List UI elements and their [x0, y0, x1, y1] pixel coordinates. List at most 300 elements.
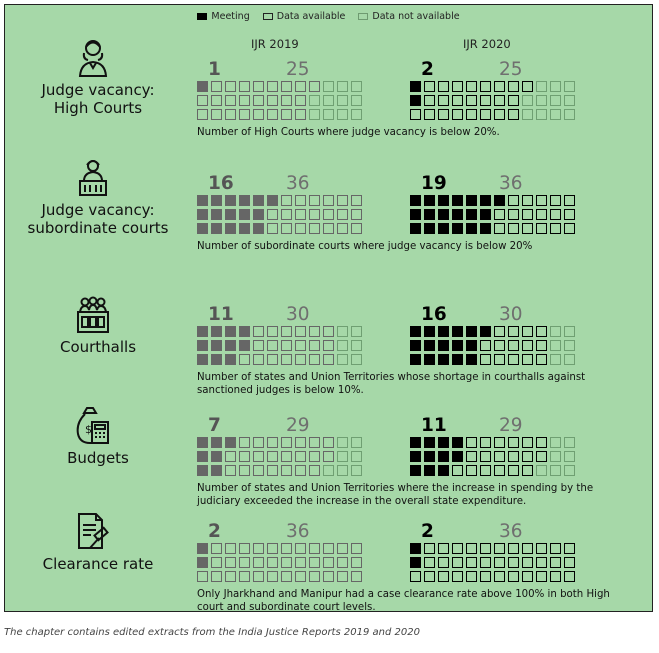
- ijr2020-waffle-grid: [410, 326, 575, 365]
- waffle-cell-available: [424, 81, 435, 92]
- waffle-cell-available: [239, 81, 250, 92]
- waffle-cell-available: [253, 543, 264, 554]
- indicator-label-line: Judge vacancy:: [41, 201, 155, 219]
- waffle-cell-available: [522, 195, 533, 206]
- waffle-cell-meeting: [211, 209, 222, 220]
- waffle-cell-available: [564, 223, 575, 234]
- waffle-cell-available: [295, 195, 306, 206]
- waffle-cell-meeting: [239, 340, 250, 351]
- waffle-cell-available: [295, 340, 306, 351]
- waffle-cell-available: [480, 543, 491, 554]
- waffle-cell-not-available: [337, 465, 348, 476]
- waffle-cell-meeting: [225, 340, 236, 351]
- waffle-cell-meeting: [438, 451, 449, 462]
- waffle-cell-available: [508, 326, 519, 337]
- waffle-cell-not-available: [550, 451, 561, 462]
- waffle-cell-available: [508, 465, 519, 476]
- waffle-cell-available: [253, 95, 264, 106]
- waffle-cell-meeting: [410, 223, 421, 234]
- waffle-cell-available: [295, 557, 306, 568]
- waffle-cell-meeting: [452, 437, 463, 448]
- waffle-cell-available: [424, 95, 435, 106]
- waffle-cell-meeting: [211, 437, 222, 448]
- waffle-cell-not-available: [550, 109, 561, 120]
- waffle-cell-available: [438, 557, 449, 568]
- waffle-cell-meeting: [438, 465, 449, 476]
- waffle-cell-available: [281, 340, 292, 351]
- waffle-cell-available: [494, 465, 505, 476]
- waffle-cell-available: [197, 109, 208, 120]
- waffle-cell-available: [295, 326, 306, 337]
- waffle-cell-available: [281, 571, 292, 582]
- svg-text:$: $: [85, 423, 92, 436]
- ijr2019-waffle-grid: [197, 437, 362, 476]
- waffle-cell-available: [351, 543, 362, 554]
- waffle-cell-available: [550, 209, 561, 220]
- waffle-cell-meeting: [197, 223, 208, 234]
- waffle-cell-meeting: [211, 223, 222, 234]
- waffle-cell-available: [480, 354, 491, 365]
- indicator-description: Number of states and Union Territories where the increase in spending by the judiciary exceeded the increase in the overall state expenditure.: [197, 483, 594, 507]
- waffle-cell-available: [508, 195, 519, 206]
- ijr2020-available-count: 25: [499, 59, 523, 80]
- waffle-cell-meeting: [410, 543, 421, 554]
- ijr2019-meeting-count: 2: [208, 521, 221, 542]
- waffle-cell-available: [281, 354, 292, 365]
- waffle-cell-available: [351, 557, 362, 568]
- ijr2019-available-count: 30: [286, 304, 310, 325]
- waffle-cell-not-available: [351, 81, 362, 92]
- waffle-cell-meeting: [410, 340, 421, 351]
- waffle-cell-not-available: [536, 81, 547, 92]
- waffle-cell-meeting: [211, 451, 222, 462]
- waffle-cell-available: [494, 81, 505, 92]
- waffle-cell-meeting: [225, 354, 236, 365]
- legend-meeting-label: Meeting: [211, 11, 250, 22]
- waffle-cell-available: [267, 465, 278, 476]
- waffle-cell-available: [550, 543, 561, 554]
- waffle-cell-available: [267, 81, 278, 92]
- waffle-cell-available: [536, 354, 547, 365]
- waffle-cell-meeting: [225, 195, 236, 206]
- waffle-cell-available: [225, 451, 236, 462]
- waffle-cell-available: [323, 326, 334, 337]
- waffle-cell-available: [410, 571, 421, 582]
- waffle-cell-available: [295, 571, 306, 582]
- waffle-cell-not-available: [536, 95, 547, 106]
- waffle-cell-meeting: [424, 451, 435, 462]
- waffle-cell-available: [466, 465, 477, 476]
- waffle-cell-available: [253, 354, 264, 365]
- ijr2020-meeting-count: 11: [421, 415, 447, 436]
- waffle-cell-available: [253, 340, 264, 351]
- waffle-cell-available: [309, 451, 320, 462]
- waffle-cell-available: [494, 354, 505, 365]
- ijr2019-meeting-count: 7: [208, 415, 221, 436]
- waffle-cell-meeting: [410, 81, 421, 92]
- indicator-label-line: High Courts: [53, 99, 143, 117]
- waffle-cell-available: [452, 95, 463, 106]
- waffle-cell-meeting: [225, 437, 236, 448]
- waffle-cell-not-available: [337, 95, 348, 106]
- waffle-cell-available: [295, 223, 306, 234]
- waffle-cell-available: [480, 557, 491, 568]
- waffle-cell-available: [494, 109, 505, 120]
- ijr2019-available-count: 36: [286, 521, 310, 542]
- waffle-cell-available: [239, 354, 250, 365]
- waffle-cell-available: [281, 95, 292, 106]
- waffle-cell-available: [323, 195, 334, 206]
- waffle-cell-available: [508, 81, 519, 92]
- waffle-cell-available: [239, 543, 250, 554]
- waffle-cell-available: [508, 571, 519, 582]
- ijr2019-available-count: 36: [286, 173, 310, 194]
- waffle-cell-available: [466, 571, 477, 582]
- waffle-cell-available: [536, 543, 547, 554]
- waffle-cell-available: [309, 571, 320, 582]
- legend-available: [263, 11, 346, 22]
- waffle-cell-available: [323, 557, 334, 568]
- waffle-cell-available: [480, 571, 491, 582]
- waffle-cell-not-available: [323, 465, 334, 476]
- courthall-icon: [75, 294, 111, 334]
- waffle-cell-available: [536, 195, 547, 206]
- waffle-cell-available: [211, 109, 222, 120]
- waffle-cell-meeting: [494, 195, 505, 206]
- waffle-cell-available: [309, 465, 320, 476]
- waffle-cell-available: [197, 571, 208, 582]
- waffle-cell-available: [323, 571, 334, 582]
- waffle-cell-available: [295, 209, 306, 220]
- waffle-cell-meeting: [211, 354, 222, 365]
- waffle-cell-meeting: [197, 340, 208, 351]
- waffle-cell-not-available: [564, 437, 575, 448]
- waffle-cell-available: [337, 571, 348, 582]
- indicator-label-line: Judge vacancy:: [41, 81, 155, 99]
- waffle-cell-available: [536, 437, 547, 448]
- waffle-cell-meeting: [197, 437, 208, 448]
- waffle-cell-available: [267, 223, 278, 234]
- waffle-cell-available: [438, 95, 449, 106]
- waffle-cell-not-available: [522, 109, 533, 120]
- waffle-cell-available: [424, 557, 435, 568]
- waffle-cell-available: [438, 543, 449, 554]
- waffle-cell-available: [281, 557, 292, 568]
- ijr2019-meeting-count: 16: [208, 173, 234, 194]
- indicator-description: Only Jharkhand and Manipur had a case clearance rate above 100% in both High court and subordinate court levels.: [197, 589, 610, 613]
- waffle-cell-meeting: [438, 354, 449, 365]
- waffle-cell-meeting: [466, 354, 477, 365]
- ijr2019-meeting-count: 11: [208, 304, 234, 325]
- waffle-cell-available: [522, 81, 533, 92]
- waffle-cell-meeting: [197, 465, 208, 476]
- waffle-cell-available: [536, 571, 547, 582]
- waffle-cell-available: [337, 223, 348, 234]
- waffle-cell-available: [466, 557, 477, 568]
- waffle-cell-not-available: [337, 81, 348, 92]
- waffle-cell-not-available: [564, 81, 575, 92]
- waffle-cell-available: [323, 209, 334, 220]
- waffle-cell-available: [309, 354, 320, 365]
- waffle-cell-available: [295, 465, 306, 476]
- ijr2019-available-count: 25: [286, 59, 310, 80]
- waffle-cell-available: [452, 465, 463, 476]
- waffle-cell-meeting: [410, 326, 421, 337]
- waffle-cell-available: [522, 340, 533, 351]
- ijr2020-meeting-count: 19: [421, 173, 447, 194]
- waffle-cell-available: [309, 557, 320, 568]
- waffle-cell-available: [267, 437, 278, 448]
- waffle-cell-meeting: [466, 209, 477, 220]
- waffle-cell-meeting: [452, 340, 463, 351]
- waffle-cell-available: [480, 95, 491, 106]
- waffle-cell-available: [550, 557, 561, 568]
- waffle-cell-meeting: [253, 209, 264, 220]
- ijr2020-available-count: 29: [499, 415, 523, 436]
- waffle-cell-available: [323, 543, 334, 554]
- judge-woman-icon: [75, 37, 111, 77]
- waffle-cell-available: [211, 543, 222, 554]
- waffle-cell-available: [281, 326, 292, 337]
- waffle-cell-available: [337, 195, 348, 206]
- waffle-cell-not-available: [337, 340, 348, 351]
- legend: [5, 11, 652, 23]
- waffle-cell-meeting: [239, 326, 250, 337]
- waffle-cell-meeting: [211, 326, 222, 337]
- ijr2020-meeting-count: 2: [421, 59, 434, 80]
- waffle-cell-meeting: [410, 95, 421, 106]
- ijr2019-available-count: 29: [286, 415, 310, 436]
- legend-meeting: [197, 11, 249, 22]
- waffle-cell-available: [309, 437, 320, 448]
- waffle-cell-meeting: [424, 465, 435, 476]
- waffle-cell-available: [211, 571, 222, 582]
- waffle-cell-available: [267, 95, 278, 106]
- waffle-cell-meeting: [466, 195, 477, 206]
- waffle-cell-available: [536, 340, 547, 351]
- waffle-cell-available: [281, 109, 292, 120]
- waffle-cell-meeting: [424, 354, 435, 365]
- waffle-cell-available: [351, 223, 362, 234]
- waffle-cell-not-available: [550, 340, 561, 351]
- waffle-cell-meeting: [267, 195, 278, 206]
- waffle-cell-meeting: [239, 223, 250, 234]
- waffle-cell-available: [494, 340, 505, 351]
- waffle-cell-meeting: [480, 209, 491, 220]
- waffle-cell-available: [267, 543, 278, 554]
- waffle-cell-available: [309, 223, 320, 234]
- waffle-cell-meeting: [466, 223, 477, 234]
- waffle-cell-meeting: [197, 557, 208, 568]
- waffle-cell-available: [295, 543, 306, 554]
- waffle-cell-available: [564, 543, 575, 554]
- waffle-cell-available: [536, 451, 547, 462]
- waffle-cell-available: [522, 209, 533, 220]
- waffle-cell-available: [480, 437, 491, 448]
- waffle-cell-not-available: [351, 95, 362, 106]
- waffle-cell-available: [253, 557, 264, 568]
- waffle-cell-available: [211, 95, 222, 106]
- waffle-cell-available: [522, 354, 533, 365]
- waffle-cell-meeting: [197, 543, 208, 554]
- waffle-cell-not-available: [323, 81, 334, 92]
- waffle-cell-available: [522, 465, 533, 476]
- waffle-cell-meeting: [410, 557, 421, 568]
- waffle-cell-available: [466, 437, 477, 448]
- indicator-label-line: Courthalls: [59, 338, 137, 356]
- waffle-cell-meeting: [452, 223, 463, 234]
- waffle-cell-available: [564, 195, 575, 206]
- waffle-cell-available: [225, 571, 236, 582]
- waffle-cell-available: [225, 465, 236, 476]
- waffle-cell-meeting: [424, 437, 435, 448]
- waffle-cell-available: [295, 95, 306, 106]
- legend-meeting-swatch: [197, 13, 207, 20]
- legend-available-swatch: [263, 13, 273, 20]
- waffle-cell-available: [267, 451, 278, 462]
- waffle-cell-available: [410, 109, 421, 120]
- waffle-cell-available: [522, 451, 533, 462]
- waffle-cell-meeting: [197, 209, 208, 220]
- waffle-cell-not-available: [550, 81, 561, 92]
- waffle-cell-available: [452, 109, 463, 120]
- waffle-cell-not-available: [323, 109, 334, 120]
- waffle-cell-meeting: [211, 195, 222, 206]
- waffle-cell-meeting: [197, 81, 208, 92]
- waffle-cell-available: [281, 543, 292, 554]
- waffle-cell-meeting: [197, 354, 208, 365]
- waffle-cell-available: [253, 109, 264, 120]
- waffle-cell-available: [281, 209, 292, 220]
- waffle-cell-meeting: [480, 326, 491, 337]
- waffle-cell-available: [494, 557, 505, 568]
- waffle-cell-meeting: [225, 209, 236, 220]
- waffle-cell-not-available: [564, 465, 575, 476]
- waffle-cell-meeting: [225, 223, 236, 234]
- waffle-cell-available: [550, 195, 561, 206]
- waffle-cell-available: [239, 465, 250, 476]
- indicator-label: [5, 338, 191, 356]
- waffle-cell-available: [253, 326, 264, 337]
- indicator-label-line: subordinate courts: [27, 219, 169, 237]
- waffle-cell-available: [480, 81, 491, 92]
- waffle-cell-meeting: [424, 209, 435, 220]
- waffle-cell-available: [536, 557, 547, 568]
- waffle-cell-not-available: [564, 451, 575, 462]
- waffle-cell-available: [494, 95, 505, 106]
- indicator-label: [5, 81, 191, 117]
- waffle-cell-available: [508, 437, 519, 448]
- waffle-cell-not-available: [351, 326, 362, 337]
- waffle-cell-available: [309, 209, 320, 220]
- waffle-cell-available: [267, 557, 278, 568]
- column-header-2019: IJR 2019: [251, 37, 299, 51]
- waffle-cell-meeting: [424, 326, 435, 337]
- waffle-cell-available: [281, 451, 292, 462]
- waffle-cell-meeting: [452, 209, 463, 220]
- waffle-cell-not-available: [564, 109, 575, 120]
- waffle-cell-meeting: [452, 451, 463, 462]
- waffle-cell-meeting: [424, 223, 435, 234]
- waffle-cell-meeting: [410, 451, 421, 462]
- waffle-cell-meeting: [197, 451, 208, 462]
- waffle-cell-meeting: [211, 465, 222, 476]
- waffle-cell-available: [522, 557, 533, 568]
- waffle-cell-available: [239, 557, 250, 568]
- waffle-cell-available: [480, 340, 491, 351]
- ijr2020-waffle-grid: [410, 543, 575, 582]
- waffle-cell-available: [508, 109, 519, 120]
- waffle-cell-not-available: [522, 95, 533, 106]
- waffle-cell-meeting: [438, 195, 449, 206]
- column-header-2020: IJR 2020: [463, 37, 511, 51]
- waffle-cell-available: [295, 451, 306, 462]
- waffle-cell-not-available: [564, 354, 575, 365]
- legend-not-available-label: Data not available: [372, 11, 460, 22]
- waffle-cell-available: [424, 571, 435, 582]
- waffle-cell-available: [253, 81, 264, 92]
- waffle-cell-available: [494, 451, 505, 462]
- waffle-cell-available: [351, 209, 362, 220]
- waffle-cell-available: [351, 195, 362, 206]
- waffle-cell-not-available: [351, 354, 362, 365]
- waffle-cell-meeting: [197, 195, 208, 206]
- waffle-cell-meeting: [438, 223, 449, 234]
- legend-not-available-swatch: [358, 13, 368, 20]
- indicator-description: Number of subordinate courts where judge vacancy is below 20%: [197, 241, 533, 252]
- waffle-cell-not-available: [337, 326, 348, 337]
- legend-available-label: Data available: [276, 11, 346, 22]
- waffle-cell-available: [337, 557, 348, 568]
- waffle-cell-available: [267, 340, 278, 351]
- waffle-cell-available: [466, 95, 477, 106]
- waffle-cell-available: [295, 81, 306, 92]
- waffle-cell-available: [295, 354, 306, 365]
- waffle-cell-available: [323, 354, 334, 365]
- waffle-cell-meeting: [480, 195, 491, 206]
- indicator-label: [5, 555, 191, 573]
- waffle-cell-available: [309, 195, 320, 206]
- waffle-cell-available: [239, 95, 250, 106]
- waffle-cell-available: [197, 95, 208, 106]
- waffle-cell-available: [323, 437, 334, 448]
- waffle-cell-available: [508, 543, 519, 554]
- waffle-cell-available: [281, 195, 292, 206]
- waffle-cell-not-available: [550, 95, 561, 106]
- waffle-cell-available: [225, 81, 236, 92]
- waffle-cell-available: [253, 465, 264, 476]
- waffle-cell-meeting: [239, 195, 250, 206]
- waffle-cell-not-available: [536, 465, 547, 476]
- waffle-cell-available: [438, 571, 449, 582]
- waffle-cell-meeting: [410, 437, 421, 448]
- waffle-cell-available: [480, 109, 491, 120]
- waffle-cell-available: [323, 451, 334, 462]
- waffle-cell-not-available: [564, 95, 575, 106]
- ijr2020-waffle-grid: [410, 81, 575, 120]
- waffle-cell-meeting: [452, 354, 463, 365]
- waffle-cell-available: [564, 209, 575, 220]
- waffle-cell-available: [337, 543, 348, 554]
- waffle-cell-available: [522, 437, 533, 448]
- ijr2019-waffle-grid: [197, 543, 362, 582]
- waffle-cell-not-available: [564, 326, 575, 337]
- waffle-cell-not-available: [351, 109, 362, 120]
- document-gavel-icon: [75, 511, 111, 551]
- waffle-cell-not-available: [351, 340, 362, 351]
- ijr2019-waffle-grid: [197, 326, 362, 365]
- waffle-cell-meeting: [410, 195, 421, 206]
